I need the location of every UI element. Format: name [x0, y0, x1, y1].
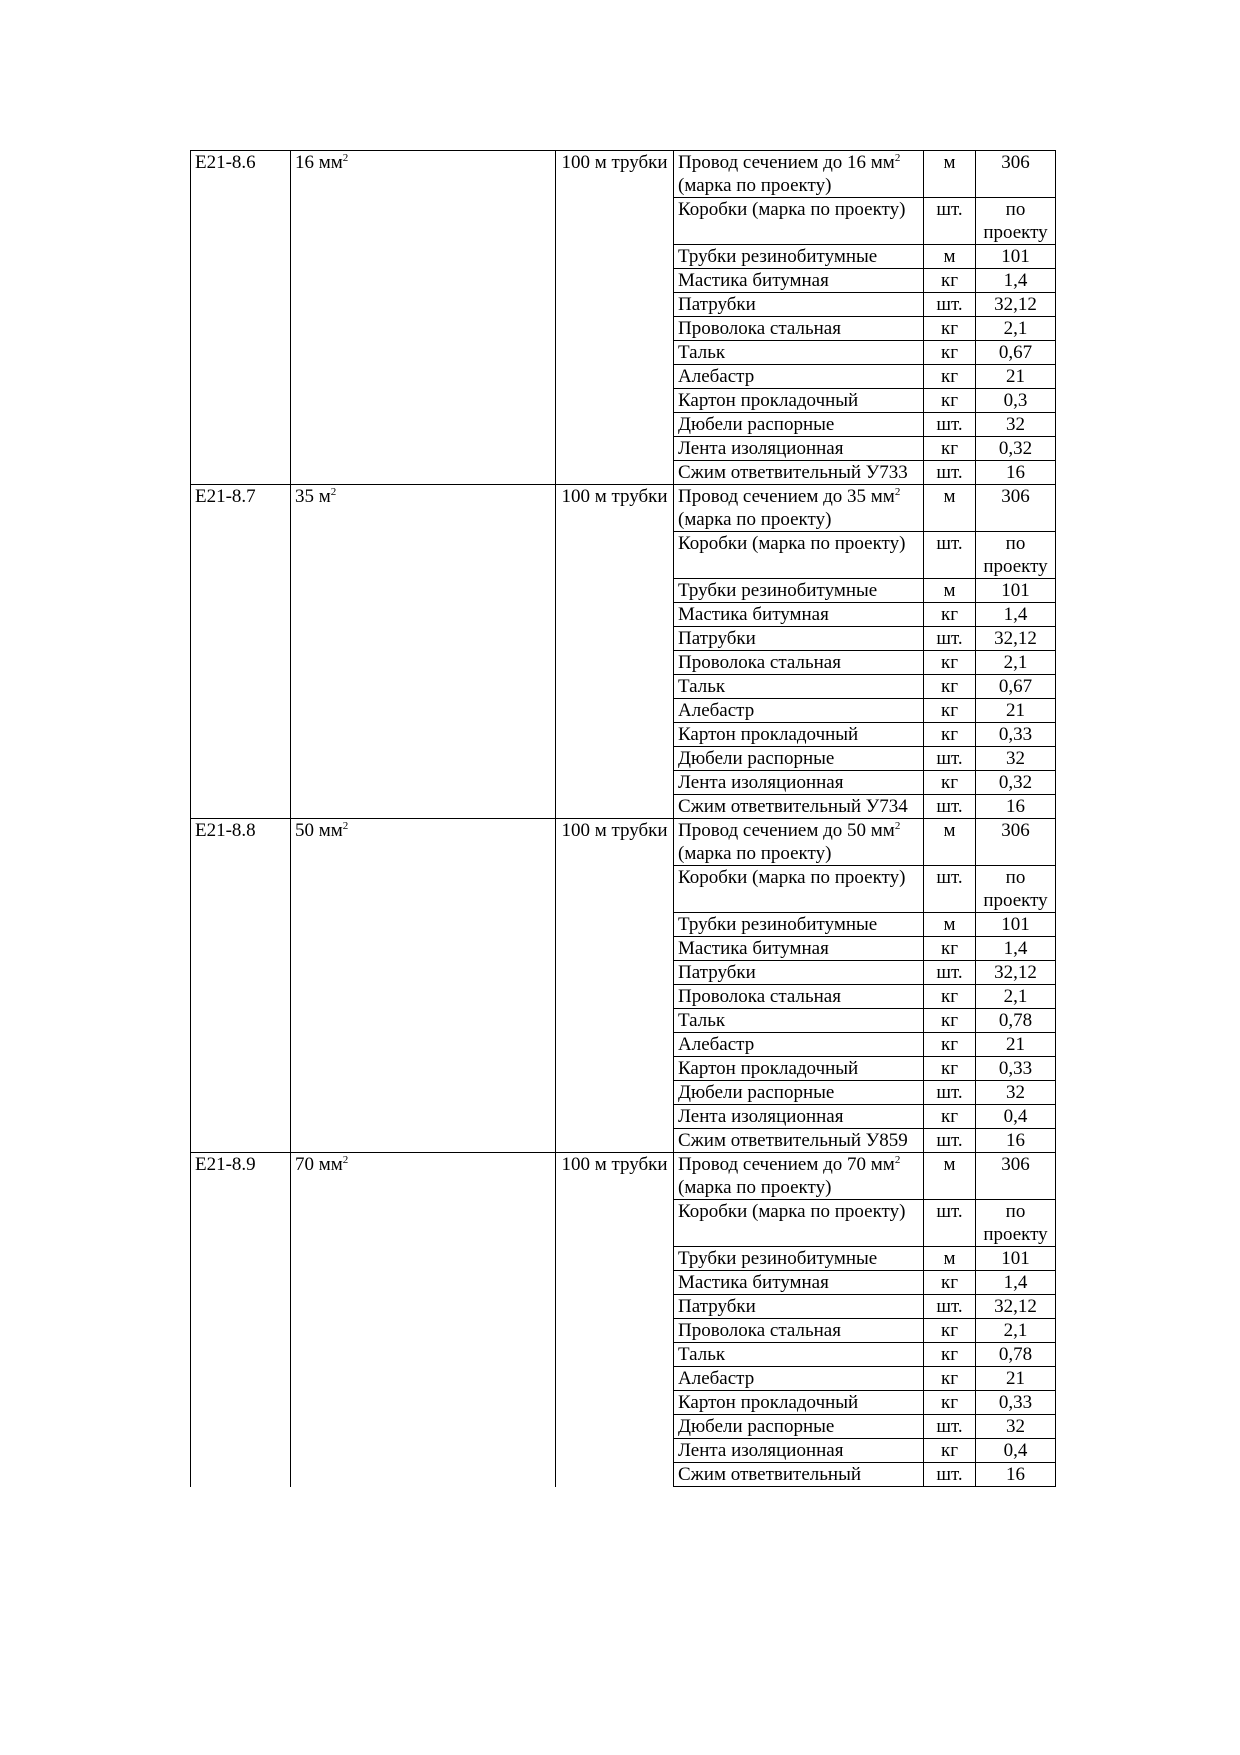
material-name-text: Сжим ответвительный [678, 1464, 862, 1485]
material-name-text: Лента изоляционная [678, 1440, 844, 1461]
material-name-text: Проволока стальная [678, 652, 841, 673]
material-quantity: по проекту [976, 1200, 1056, 1247]
material-name-text: Патрубки [678, 1296, 756, 1317]
material-unit: шт. [924, 747, 976, 771]
material-name [674, 1105, 924, 1129]
material-name-suffix: (марка по проекту) [678, 1177, 832, 1198]
material-name-exponent: 2 [894, 1154, 901, 1166]
material-name [674, 1200, 924, 1247]
material-quantity: 0,4 [976, 1439, 1056, 1463]
material-name [674, 651, 924, 675]
material-unit: шт. [924, 413, 976, 437]
material-quantity: 1,4 [976, 269, 1056, 293]
material-unit: шт. [924, 1081, 976, 1105]
material-name-text: Картон прокладочный [678, 1058, 859, 1079]
material-name-text: Трубки резинобитумные [678, 914, 878, 935]
material-name-text: Провод сечением до 16 мм [678, 152, 895, 173]
material-name [674, 866, 924, 913]
material-name-text: Тальк [678, 676, 726, 697]
material-name-text: Мастика битумная [678, 270, 829, 291]
material-name-text: Коробки (марка по проекту) [678, 199, 906, 220]
table-row [191, 1153, 1056, 1200]
material-name-text: Провод сечением до 50 мм [678, 820, 895, 841]
material-quantity: 0,3 [976, 389, 1056, 413]
material-name [674, 747, 924, 771]
material-unit: кг [924, 1271, 976, 1295]
material-name-text: Тальк [678, 1010, 726, 1031]
material-quantity: 21 [976, 1367, 1056, 1391]
material-quantity: 0,33 [976, 1057, 1056, 1081]
material-name-text: Проволока стальная [678, 1320, 841, 1341]
material-unit: кг [924, 1319, 976, 1343]
material-unit: шт. [924, 293, 976, 317]
material-unit: кг [924, 771, 976, 795]
material-name-text: Сжим ответвительный У733 [678, 462, 908, 483]
material-unit: шт. [924, 866, 976, 913]
material-name-exponent: 2 [894, 820, 901, 832]
material-quantity: 16 [976, 461, 1056, 485]
material-unit: кг [924, 1009, 976, 1033]
material-unit: шт. [924, 461, 976, 485]
material-unit: кг [924, 1343, 976, 1367]
material-name-text: Трубки резинобитумные [678, 1248, 878, 1269]
table-row [191, 819, 1056, 866]
material-name-text: Патрубки [678, 294, 756, 315]
cross-section-value: 50 мм [295, 820, 343, 841]
measure-unit: 100 м трубки [556, 485, 674, 819]
material-quantity: 0,67 [976, 675, 1056, 699]
material-name [674, 1367, 924, 1391]
material-name [674, 1463, 924, 1487]
measure-unit: 100 м трубки [556, 1153, 674, 1487]
material-name [674, 699, 924, 723]
material-unit: кг [924, 937, 976, 961]
material-name [674, 1153, 924, 1200]
norms-table [190, 150, 1056, 1487]
norm-code: Е21-8.8 [191, 819, 291, 1153]
material-name-text: Картон прокладочный [678, 724, 859, 745]
material-unit: м [924, 913, 976, 937]
material-quantity: 16 [976, 795, 1056, 819]
material-unit: м [924, 1247, 976, 1271]
material-name-text: Лента изоляционная [678, 1106, 844, 1127]
cross-section [291, 151, 556, 485]
material-name [674, 151, 924, 198]
material-quantity: 32,12 [976, 627, 1056, 651]
material-name-text: Трубки резинобитумные [678, 246, 878, 267]
material-name [674, 819, 924, 866]
material-name-text: Картон прокладочный [678, 1392, 859, 1413]
material-name-text: Дюбели распорные [678, 414, 835, 435]
material-name [674, 603, 924, 627]
material-unit: м [924, 819, 976, 866]
material-quantity: 32,12 [976, 293, 1056, 317]
material-unit: кг [924, 1367, 976, 1391]
material-quantity: 32 [976, 1415, 1056, 1439]
material-unit: м [924, 485, 976, 532]
material-unit: шт. [924, 1295, 976, 1319]
material-name-text: Дюбели распорные [678, 1082, 835, 1103]
cross-section-exponent: 2 [342, 1154, 349, 1166]
material-name-text: Лента изоляционная [678, 438, 844, 459]
material-unit: кг [924, 723, 976, 747]
material-unit: м [924, 1153, 976, 1200]
material-name-text: Тальк [678, 342, 726, 363]
material-quantity: по проекту [976, 532, 1056, 579]
material-quantity: 0,33 [976, 1391, 1056, 1415]
cross-section-exponent: 2 [342, 152, 349, 164]
material-name-text: Алебастр [678, 1034, 755, 1055]
material-unit: кг [924, 1033, 976, 1057]
material-name [674, 1391, 924, 1415]
material-quantity: 101 [976, 245, 1056, 269]
material-quantity: 1,4 [976, 603, 1056, 627]
material-quantity: 32,12 [976, 1295, 1056, 1319]
material-name-text: Коробки (марка по проекту) [678, 533, 906, 554]
material-name-suffix: (марка по проекту) [678, 509, 832, 530]
material-name [674, 245, 924, 269]
material-name [674, 1439, 924, 1463]
norms-table-body [191, 151, 1056, 1487]
table-row [191, 485, 1056, 532]
material-unit: кг [924, 1439, 976, 1463]
norm-code: Е21-8.9 [191, 1153, 291, 1487]
material-name-text: Патрубки [678, 628, 756, 649]
material-quantity: 0,33 [976, 723, 1056, 747]
material-name [674, 1247, 924, 1271]
material-quantity: 16 [976, 1463, 1056, 1487]
material-quantity: 21 [976, 699, 1056, 723]
material-unit: кг [924, 1391, 976, 1415]
material-name-text: Тальк [678, 1344, 726, 1365]
material-unit: шт. [924, 198, 976, 245]
material-unit: шт. [924, 1415, 976, 1439]
material-quantity: 2,1 [976, 651, 1056, 675]
cross-section-exponent: 2 [342, 820, 349, 832]
material-unit: кг [924, 603, 976, 627]
material-name-text: Трубки резинобитумные [678, 580, 878, 601]
material-quantity: 16 [976, 1129, 1056, 1153]
material-name-text: Патрубки [678, 962, 756, 983]
material-name-text: Проволока стальная [678, 986, 841, 1007]
material-name [674, 461, 924, 485]
material-name [674, 675, 924, 699]
material-name [674, 341, 924, 365]
material-quantity: 2,1 [976, 1319, 1056, 1343]
material-name [674, 1295, 924, 1319]
cross-section [291, 1153, 556, 1487]
material-quantity: 32,12 [976, 961, 1056, 985]
material-unit: шт. [924, 795, 976, 819]
material-quantity: 0,4 [976, 1105, 1056, 1129]
material-name-text: Провод сечением до 70 мм [678, 1154, 895, 1175]
material-unit: кг [924, 699, 976, 723]
material-quantity: 0,78 [976, 1009, 1056, 1033]
material-name [674, 485, 924, 532]
material-name [674, 913, 924, 937]
material-name-text: Алебастр [678, 700, 755, 721]
material-unit: м [924, 151, 976, 198]
material-quantity: 0,32 [976, 437, 1056, 461]
material-quantity: 21 [976, 365, 1056, 389]
material-unit: шт. [924, 532, 976, 579]
material-name-text: Дюбели распорные [678, 1416, 835, 1437]
material-name-exponent: 2 [894, 486, 901, 498]
material-name [674, 389, 924, 413]
material-name-text: Сжим ответвительный У734 [678, 796, 908, 817]
material-name [674, 365, 924, 389]
material-name-text: Картон прокладочный [678, 390, 859, 411]
material-unit: м [924, 579, 976, 603]
material-name [674, 985, 924, 1009]
cross-section-value: 70 мм [295, 1154, 343, 1175]
norm-code: Е21-8.7 [191, 485, 291, 819]
material-unit: шт. [924, 1463, 976, 1487]
material-name-text: Провод сечением до 35 мм [678, 486, 895, 507]
cross-section [291, 485, 556, 819]
material-name [674, 961, 924, 985]
material-unit: шт. [924, 627, 976, 651]
material-unit: м [924, 245, 976, 269]
material-name-text: Мастика битумная [678, 604, 829, 625]
material-unit: кг [924, 651, 976, 675]
material-unit: кг [924, 269, 976, 293]
material-quantity: 306 [976, 151, 1056, 198]
material-name [674, 723, 924, 747]
measure-unit: 100 м трубки [556, 151, 674, 485]
material-unit: кг [924, 365, 976, 389]
material-unit: кг [924, 389, 976, 413]
material-name [674, 437, 924, 461]
material-quantity: 0,32 [976, 771, 1056, 795]
material-quantity: по проекту [976, 198, 1056, 245]
material-name [674, 532, 924, 579]
material-name [674, 198, 924, 245]
material-name [674, 1319, 924, 1343]
material-unit: кг [924, 675, 976, 699]
material-name-suffix: (марка по проекту) [678, 843, 832, 864]
material-name-text: Проволока стальная [678, 318, 841, 339]
material-name [674, 795, 924, 819]
material-name-text: Мастика битумная [678, 1272, 829, 1293]
material-name [674, 627, 924, 651]
material-name [674, 937, 924, 961]
material-unit: кг [924, 317, 976, 341]
material-quantity: 1,4 [976, 1271, 1056, 1295]
material-name [674, 1271, 924, 1295]
material-quantity: 1,4 [976, 937, 1056, 961]
table-row [191, 151, 1056, 198]
cross-section-value: 16 мм [295, 152, 343, 173]
material-quantity: 306 [976, 1153, 1056, 1200]
material-quantity: 0,78 [976, 1343, 1056, 1367]
material-name-suffix: (марка по проекту) [678, 175, 832, 196]
material-name [674, 293, 924, 317]
material-quantity: 306 [976, 819, 1056, 866]
material-name [674, 1343, 924, 1367]
material-name [674, 1009, 924, 1033]
material-quantity: 2,1 [976, 985, 1056, 1009]
material-quantity: по проекту [976, 866, 1056, 913]
cross-section-exponent: 2 [330, 486, 337, 498]
cross-section [291, 819, 556, 1153]
material-name [674, 1129, 924, 1153]
material-name [674, 771, 924, 795]
material-name [674, 1415, 924, 1439]
material-quantity: 32 [976, 413, 1056, 437]
material-unit: кг [924, 1105, 976, 1129]
material-name [674, 413, 924, 437]
norm-code: Е21-8.6 [191, 151, 291, 485]
material-quantity: 0,67 [976, 341, 1056, 365]
material-name-text: Лента изоляционная [678, 772, 844, 793]
material-name-text: Мастика битумная [678, 938, 829, 959]
material-unit: шт. [924, 1129, 976, 1153]
material-quantity: 101 [976, 579, 1056, 603]
material-quantity: 101 [976, 913, 1056, 937]
material-unit: кг [924, 1057, 976, 1081]
material-unit: кг [924, 341, 976, 365]
material-name [674, 1057, 924, 1081]
material-name-text: Алебастр [678, 1368, 755, 1389]
material-quantity: 101 [976, 1247, 1056, 1271]
material-unit: кг [924, 437, 976, 461]
material-name-text: Коробки (марка по проекту) [678, 867, 906, 888]
material-name [674, 1081, 924, 1105]
measure-unit: 100 м трубки [556, 819, 674, 1153]
cross-section-value: 35 м [295, 486, 331, 507]
material-quantity: 2,1 [976, 317, 1056, 341]
material-quantity: 32 [976, 747, 1056, 771]
material-quantity: 32 [976, 1081, 1056, 1105]
material-unit: шт. [924, 961, 976, 985]
material-name-text: Дюбели распорные [678, 748, 835, 769]
material-name [674, 1033, 924, 1057]
material-name-text: Коробки (марка по проекту) [678, 1201, 906, 1222]
material-name [674, 269, 924, 293]
material-name-exponent: 2 [894, 152, 901, 164]
material-quantity: 306 [976, 485, 1056, 532]
material-name [674, 317, 924, 341]
material-unit: кг [924, 985, 976, 1009]
material-quantity: 21 [976, 1033, 1056, 1057]
material-unit: шт. [924, 1200, 976, 1247]
material-name-text: Алебастр [678, 366, 755, 387]
material-name-text: Сжим ответвительный У859 [678, 1130, 908, 1151]
material-name [674, 579, 924, 603]
